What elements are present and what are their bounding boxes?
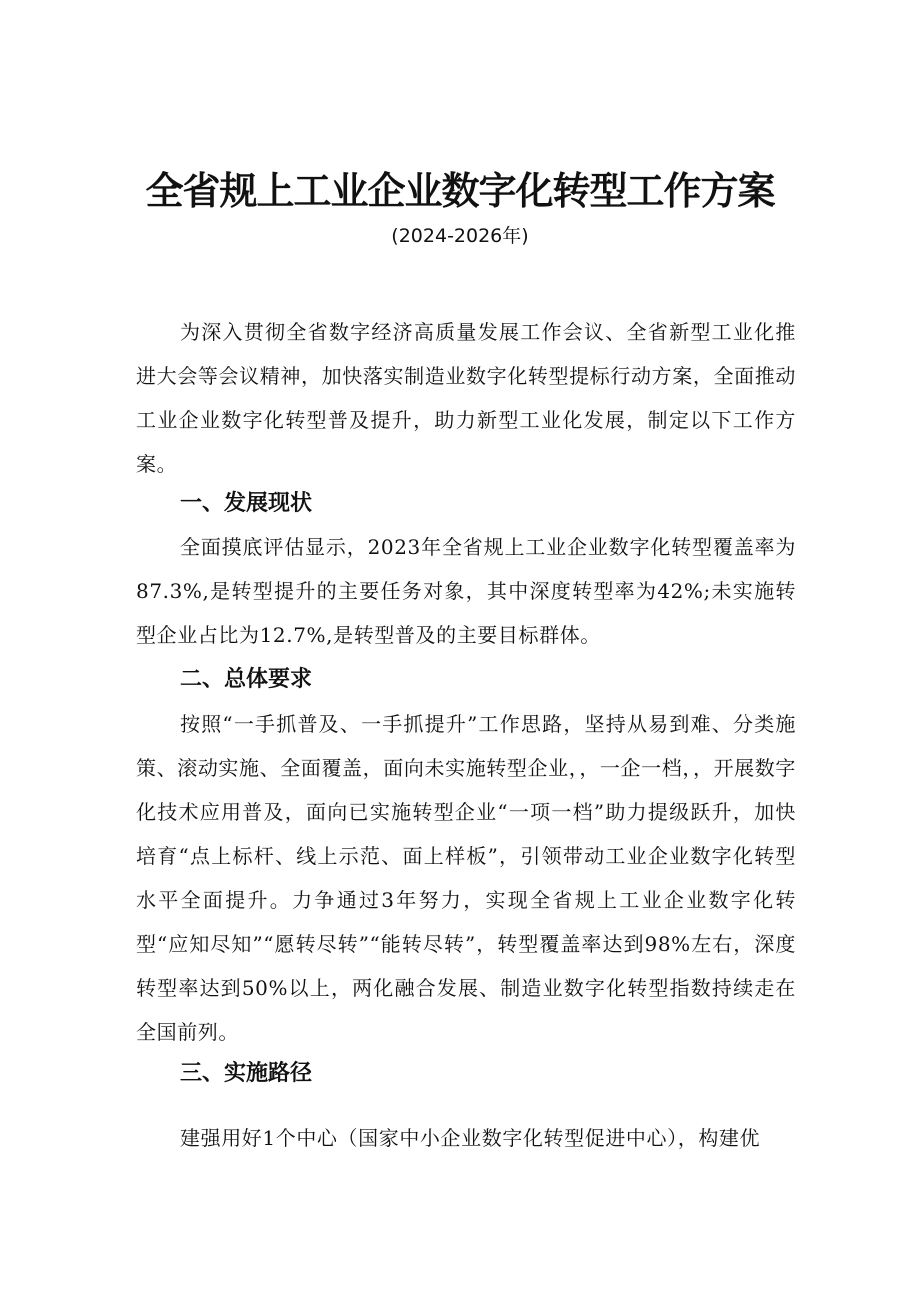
section-body-overall-requirements: 按照“一手抓普及、一手抓提升”工作思路，坚持从易到难、分类施策、滚动实施、全面覆盖，面向未实施转型企业，，一企一档，，开展数字化技术应用普及，面向已实施转型企业“一项一档”助力提级跃升，加快培育“点上标杆、线上示范、面上样板”，引领带动工业企业数字化转型水平全面提升。力争通过3年努力，实现全省规上工业企业数字化转型“应知尽知”“愿转尽转”“能转尽转”，转型覆盖率达到98%左右，深度转型率达到50%以上，两化融合发展、制造业数字化转型指数持续走在全国前列。 <box>136 712 796 1044</box>
section-heading-overall-requirements: 二、总体要求 <box>180 667 313 692</box>
section-heading-development-status: 一、发展现状 <box>180 491 313 516</box>
document-title: 全省规上工业企业数字化转型工作方案 <box>145 169 775 214</box>
section-heading-implementation-path: 三、实施路径 <box>180 1061 313 1086</box>
document-subtitle: (2024-2026年) <box>391 225 529 247</box>
section-body-development-status: 全面摸底评估显示，2023年全省规上工业企业数字化转型覆盖率为87.3%,是转型提升的主要任务对象，其中深度转型率为42%;未实施转型企业占比为12.7%,是转型普及的主要目标群体。 <box>136 535 796 647</box>
intro-paragraph: 为深入贯彻全省数字经济高质量发展工作会议、全省新型工业化推进大会等会议精神，加快落实制造业数字化转型提标行动方案，全面推动工业企业数字化转型普及提升，助力新型工业化发展，制定以下工作方案。 <box>136 320 796 476</box>
section-body-implementation-path: 建强用好1个中心（国家中小企业数字化转型促进中心），构建优 <box>180 1126 761 1150</box>
